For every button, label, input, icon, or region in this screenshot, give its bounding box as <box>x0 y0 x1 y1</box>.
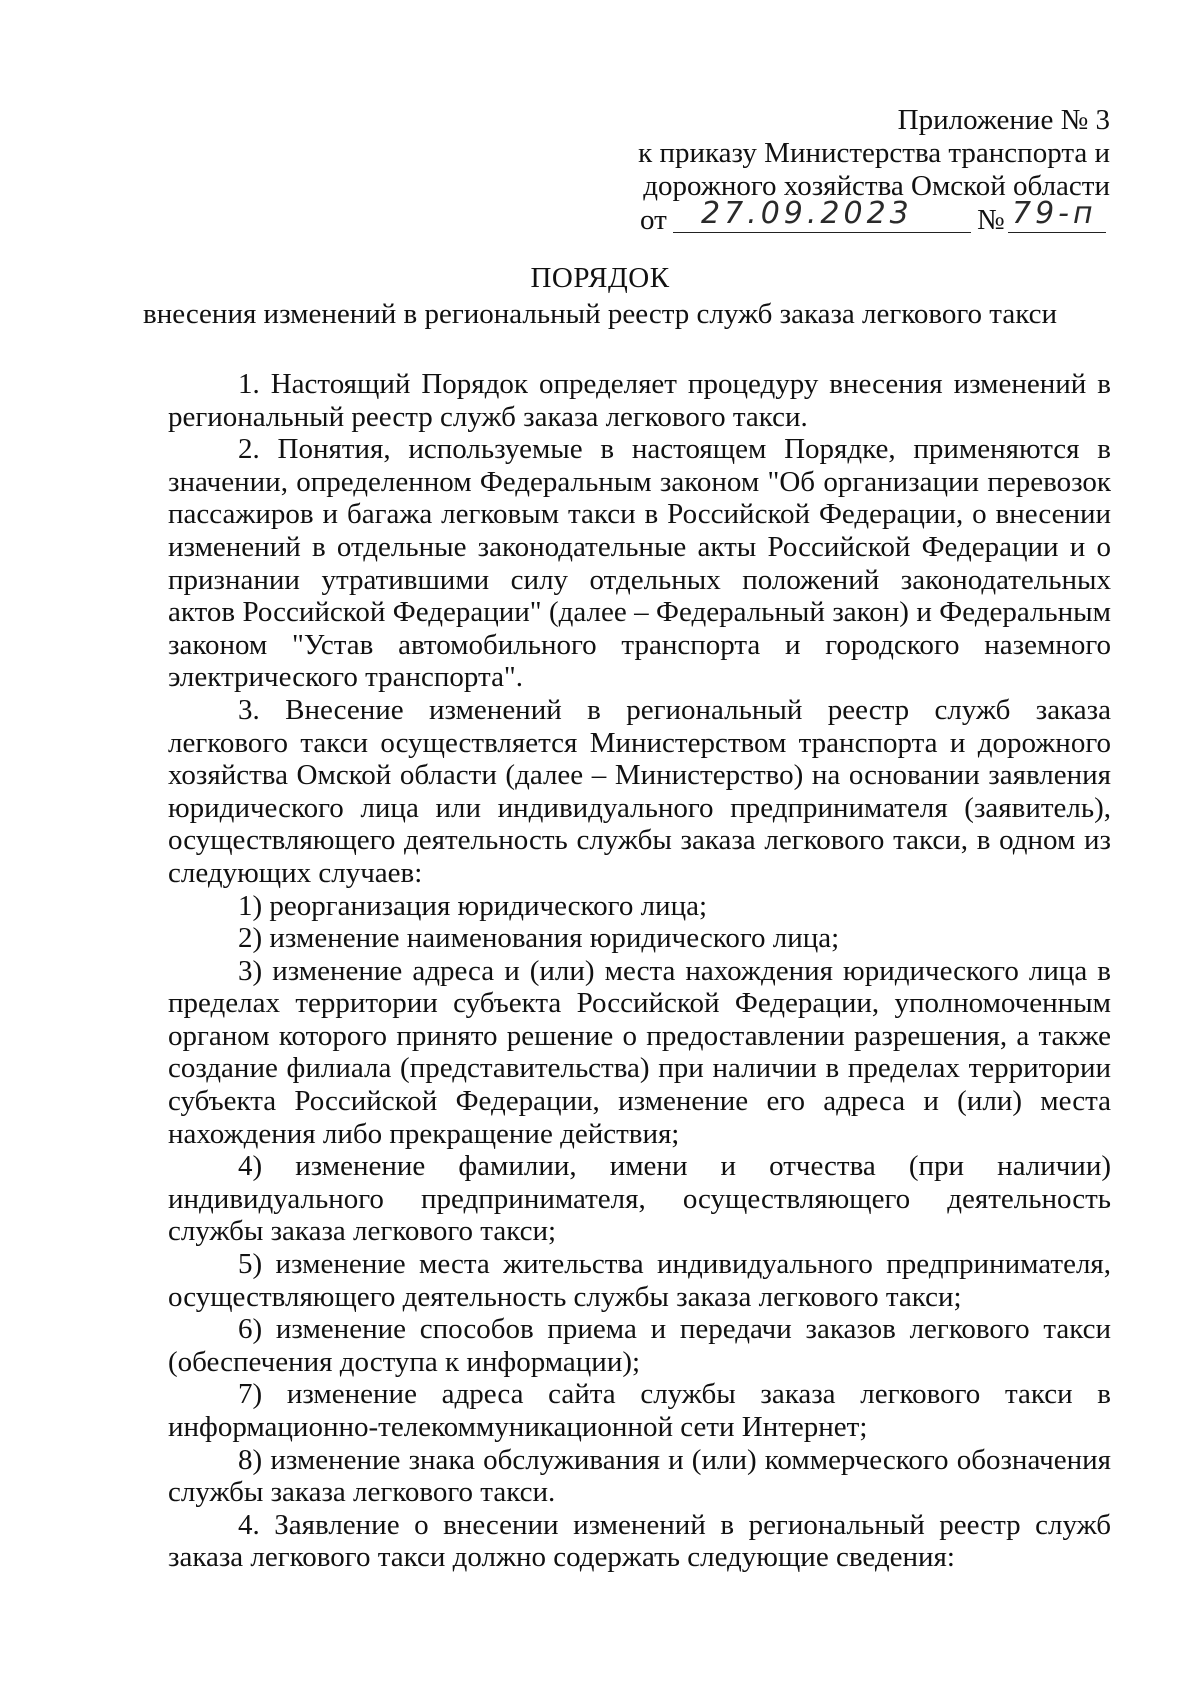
document-body <box>168 368 1111 1574</box>
paragraph-3: 3. Внесение изменений в региональный реестр служб заказа легкового такси осуществляется Министерством транспорта и дорожного хозяйства Омской области (далее – Министерство) на основании заявления юридического лица или индивидуального предпринимателя (заявитель), осуществляющего деятельность службы заказа легкового такси, в одном из следующих случаев: <box>168 693 1111 889</box>
appendix-line-order: к приказу Министерства транспорта и <box>638 137 1110 169</box>
list-item-2: 2) изменение наименования юридического лица; <box>238 922 840 955</box>
paragraph-4: 4. Заявление о внесении изменений в региональный реестр служб заказа легкового такси должно содержать следующие сведения: <box>168 1508 1111 1574</box>
appendix-number: Приложение № 3 <box>897 104 1110 136</box>
paragraph-1: 1. Настоящий Порядок определяет процедуру внесения изменений в региональный реестр служб заказа легкового такси. <box>168 368 1111 433</box>
document-title: ПОРЯДОК <box>530 262 670 294</box>
number-prefix: № <box>977 204 1005 236</box>
order-number-handwritten: 79-п <box>1012 196 1097 231</box>
appendix-line-ministry: дорожного хозяйства Омской области <box>643 170 1110 202</box>
list-item-6: 6) изменение способов приема и передачи заказов легкового такси (обеспечения доступа к информации); <box>168 1313 1111 1378</box>
list-item-1: 1) реорганизация юридического лица; <box>238 889 708 922</box>
list-item-8: 8) изменение знака обслуживания и (или) коммерческого обозначения службы заказа легкового такси. <box>168 1443 1111 1509</box>
paragraph-2: 2. Понятия, используемые в настоящем Порядке, применяются в значении, определенном Федеральным законом "Об организации перевозок пассажиров и багажа легковым такси в Российской Федерации, о внесении изменений в отдельные законодательные акты Российской Федерации и о признании утратившими силу отдельных положений законодательных актов Российской Федерации" (далее – Федеральный закон) и Федеральным законом "Устав автомобильного транспорта и городского наземного электрического транспорта". <box>168 433 1111 694</box>
list-item-5: 5) изменение места жительства индивидуального предпринимателя, осуществляющего деятельность службы заказа легкового такси; <box>168 1248 1111 1313</box>
date-prefix: от <box>640 204 667 236</box>
order-date-field <box>673 196 971 233</box>
list-item-4: 4) изменение фамилии, имени и отчества (при наличии) индивидуального предпринимателя, осуществляющего деятельность службы заказа легкового такси; <box>168 1150 1111 1248</box>
order-number-field <box>1008 196 1106 233</box>
order-reference-line <box>640 196 1110 240</box>
list-item-7: 7) изменение адреса сайта службы заказа легкового такси в информационно-телекоммуникационной сети Интернет; <box>168 1378 1111 1443</box>
order-date-handwritten: 27.09.2023 <box>701 196 913 231</box>
list-item-3: 3) изменение адреса и (или) места нахождения юридического лица в пределах территории субъекта Российской Федерации, уполномоченным органом которого принято решение о предоставлении разрешения, а также создание филиала (представительства) при наличии в пределах территории субъекта Российской Федерации, изменение его адреса и (или) места нахождения либо прекращение действия; <box>168 954 1111 1150</box>
appendix-header <box>630 104 1110 203</box>
document-subtitle: внесения изменений в региональный реестр служб заказа легкового такси <box>143 298 1057 330</box>
